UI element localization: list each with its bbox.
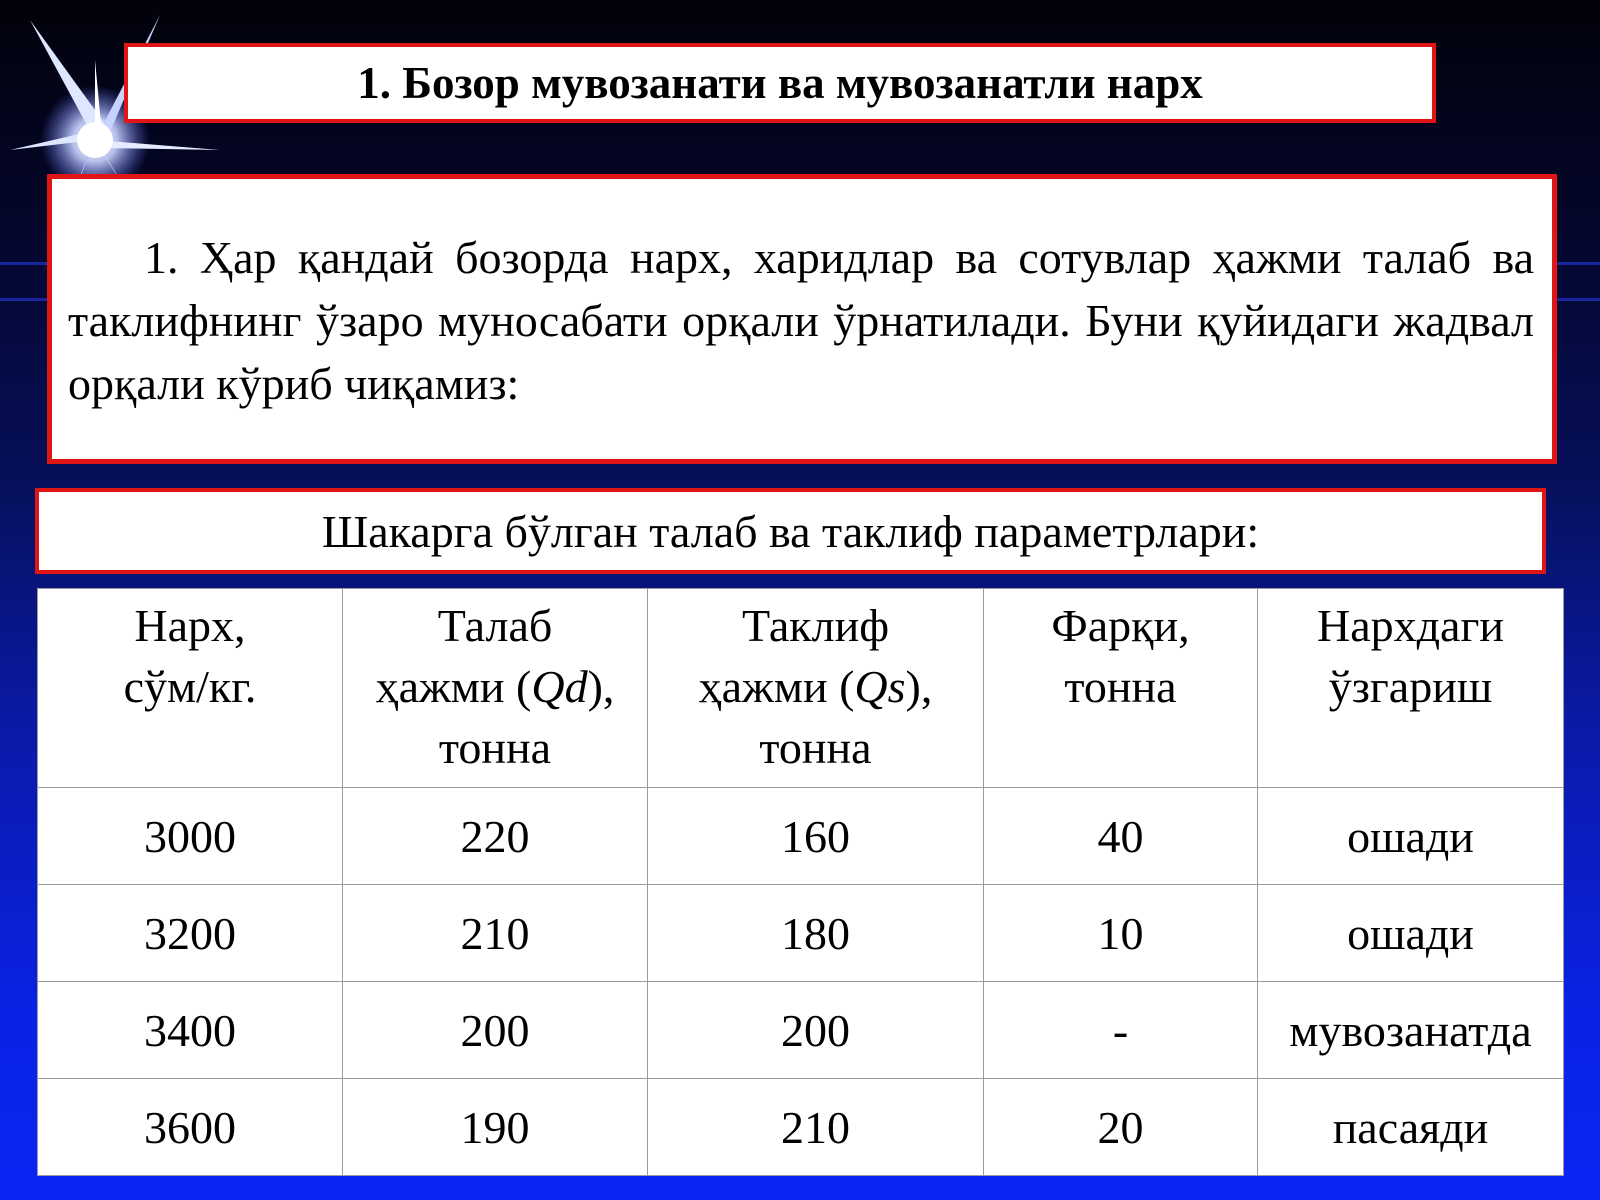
table-row	[38, 1079, 1564, 1176]
table-caption: Шакарга бўлган талаб ва таклиф параметрлари:	[321, 505, 1260, 557]
table-row	[38, 982, 1564, 1079]
cell-price: 3400	[38, 982, 343, 1079]
cell-supply: 160	[648, 788, 984, 885]
cell-price-change: ошади	[1258, 885, 1564, 982]
intro-paragraph: 1. Ҳар қандай бозорда нарх, харидлар ва сотувлар ҳажми талаб ва таклифнинг ўзаро муносабати орқали ўрнатилади. Буни қуйидаги жадвал орқали кўриб чиқамиз:	[68, 232, 1534, 409]
header-demand: Талаб ҳажми (Qd), тонна	[343, 589, 648, 788]
table-row	[38, 885, 1564, 982]
header-supply: Таклиф ҳажми (Qs), тонна	[648, 589, 984, 788]
supply-demand-table	[37, 588, 1564, 1176]
cell-price-change: мувозанатда	[1258, 982, 1564, 1079]
header-price-change: Нархдаги ўзгариш	[1258, 589, 1564, 788]
cell-supply: 210	[648, 1079, 984, 1176]
cell-demand: 190	[343, 1079, 648, 1176]
cell-supply: 200	[648, 982, 984, 1079]
header-price: Нарх, сўм/кг.	[38, 589, 343, 788]
header-difference: Фарқи, тонна	[984, 589, 1258, 788]
cell-demand: 220	[343, 788, 648, 885]
slide-title: 1. Бозор мувозанати ва мувозанатли нарх	[357, 58, 1203, 108]
cell-price-change: ошади	[1258, 788, 1564, 885]
intro-paragraph-box	[47, 174, 1557, 464]
cell-difference: 20	[984, 1079, 1258, 1176]
table-row	[38, 788, 1564, 885]
table-caption-box	[35, 488, 1546, 574]
cell-price: 3600	[38, 1079, 343, 1176]
cell-demand: 200	[343, 982, 648, 1079]
cell-price: 3000	[38, 788, 343, 885]
slide-title-box	[124, 43, 1436, 123]
table-header-row	[38, 589, 1564, 788]
cell-price-change: пасаяди	[1258, 1079, 1564, 1176]
cell-difference: -	[984, 982, 1258, 1079]
cell-price: 3200	[38, 885, 343, 982]
cell-supply: 180	[648, 885, 984, 982]
cell-demand: 210	[343, 885, 648, 982]
cell-difference: 40	[984, 788, 1258, 885]
cell-difference: 10	[984, 885, 1258, 982]
